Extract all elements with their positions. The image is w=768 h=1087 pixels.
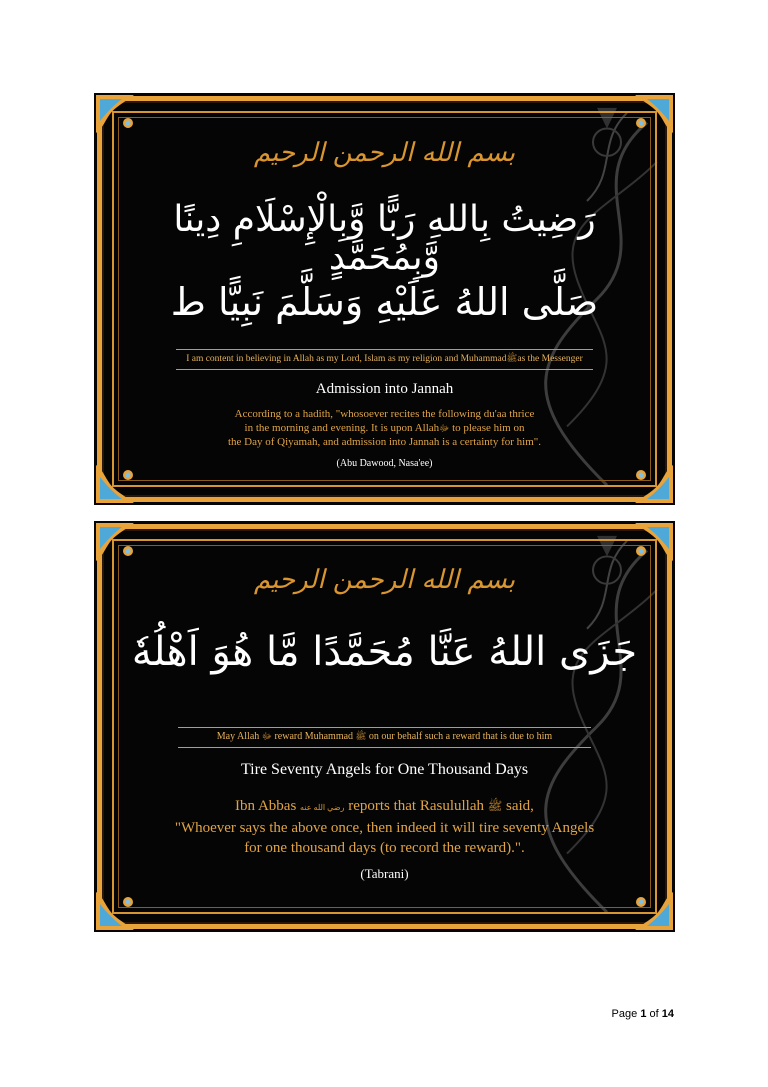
card-heading: Admission into Jannah (315, 381, 454, 397)
hadith-body: Ibn Abbas رضي الله عنه reports that Rasulullah ﷺ said, "Whoever says the above once, then indeed it will tire seventy Angels for one thousand days (to record the reward).". (174, 798, 595, 856)
dua-translation: I am content in believing in Allah as my Lord, Islam as my religion and Muhammadﷺas the Messenger (186, 353, 583, 364)
salawat-glyph-icon: ﷺ (355, 731, 367, 741)
arabic-dua-line-1: جَزَى اللهُ عَنَّا مُحَمَّدًا مَّا هُوَ اَهْلُهٗ (131, 629, 638, 675)
hadith-body: According to a hadith, "whosoever recites the following du'aa thrice in the morning and evening. It is upon Allahﷻ to please him on the Day of Qiyamah, and admission into Jannah is a certainty for him". (227, 408, 542, 448)
corner-ornament-icon (613, 443, 675, 505)
dua-card-2 (94, 521, 675, 932)
jalla-jalaluhu-glyph-icon: ﷻ (261, 731, 272, 741)
corner-ornament-icon (94, 443, 156, 505)
translation-rule-top (178, 727, 591, 728)
salawat-glyph-icon: ﷺ (506, 353, 518, 363)
dua-card-1 (94, 93, 675, 505)
radiallahu-glyph-icon: رضي الله عنه (300, 803, 345, 812)
basmala-calligraphy: بسم الله الرحمن الرحيم (253, 138, 516, 168)
hadith-source: (Abu Dawood, Nasa'ee) (336, 458, 433, 469)
salawat-glyph-icon: ﷺ (487, 799, 503, 813)
translation-rule-bottom (176, 369, 593, 370)
current-page: 1 (640, 1008, 647, 1020)
total-pages: 14 (661, 1008, 674, 1020)
translation-rule-top (176, 349, 593, 350)
basmala-calligraphy: بسم الله الرحمن الرحيم (253, 565, 516, 595)
hadith-source: (Tabrani) (360, 866, 409, 881)
jalla-jalaluhu-glyph-icon: ﷻ (439, 423, 450, 433)
translation-rule-bottom (178, 747, 591, 748)
page-number: Page 1 of 14 (611, 1008, 674, 1020)
arabic-dua-line-1: رَضِيتُ بِاللهِ رَبًّا وَّبِالْإِسْلَامِ دِينًا وَّبِمُحَمَّدٍ (173, 199, 596, 278)
dua-translation: May Allah ﷻ reward Muhammad ﷺ on our behalf such a reward that is due to him (216, 731, 553, 742)
arabic-dua-line-2: صَلَّى اللهُ عَلَيْهِ وَسَلَّمَ نَبِيًّا ط (170, 280, 599, 324)
card-heading: Tire Seventy Angels for One Thousand Days (240, 761, 529, 778)
